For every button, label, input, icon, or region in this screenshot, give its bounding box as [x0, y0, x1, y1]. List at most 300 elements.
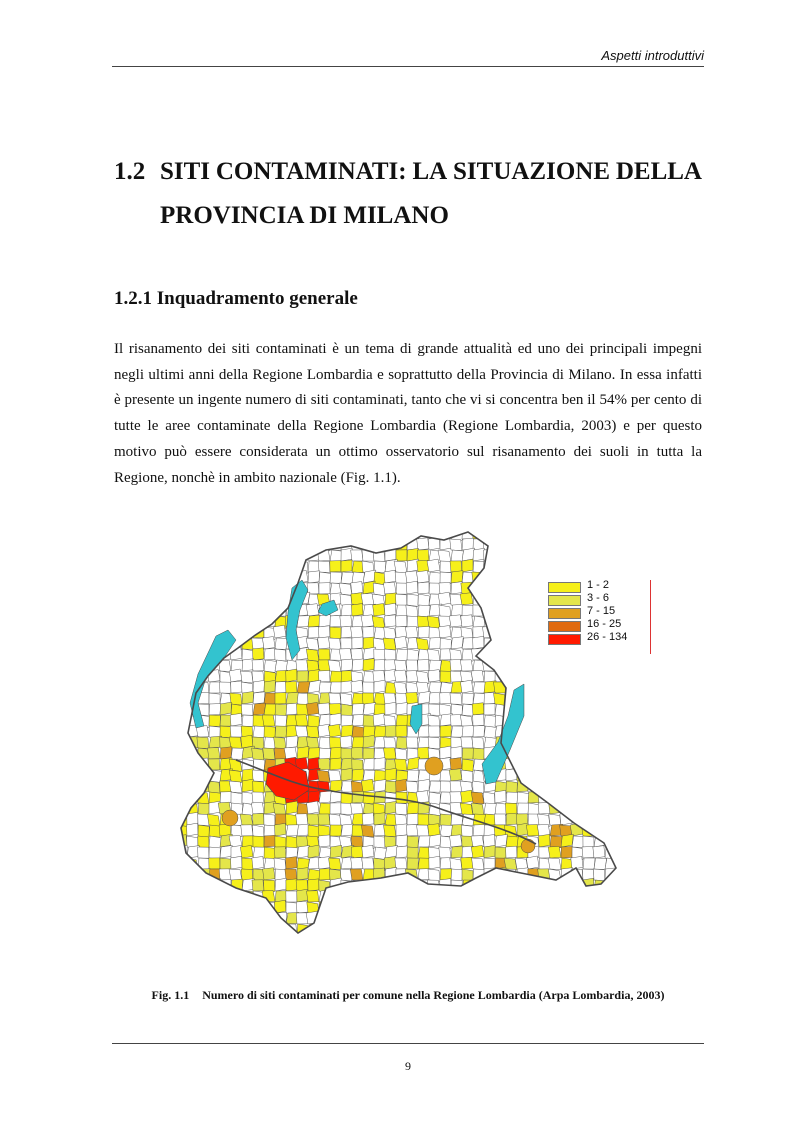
municipality-cell — [352, 704, 364, 715]
municipality-cell — [220, 858, 231, 870]
municipality-cell — [176, 626, 189, 638]
municipality-cell — [207, 748, 220, 759]
municipality-cell — [627, 550, 638, 561]
municipality-cell — [517, 561, 528, 573]
municipality-cell — [407, 548, 418, 561]
municipality-cell — [240, 814, 253, 826]
municipality-cell — [482, 604, 495, 616]
municipality-cell — [253, 869, 264, 881]
municipality-cell — [384, 856, 396, 869]
municipality-cell — [176, 946, 187, 954]
municipality-cell — [560, 737, 572, 749]
municipality-cell — [559, 660, 572, 671]
municipality-cell — [440, 825, 453, 837]
municipality-cell — [473, 913, 484, 926]
municipality-cell — [593, 803, 605, 816]
municipality-cell — [572, 759, 584, 771]
municipality-cell — [451, 902, 464, 914]
municipality-cell — [384, 615, 396, 627]
municipality-cell — [649, 704, 654, 716]
municipality-cell — [198, 814, 209, 826]
municipality-cell — [242, 593, 254, 605]
municipality-cell — [187, 528, 198, 539]
municipality-cell — [329, 924, 341, 937]
municipality-cell — [539, 758, 552, 770]
municipality-cell — [263, 935, 275, 948]
municipality-cell — [229, 737, 242, 748]
municipality-cell — [429, 682, 441, 693]
municipality-cell — [330, 935, 342, 948]
municipality-cell — [394, 636, 407, 649]
municipality-cell — [341, 681, 352, 693]
municipality-cell — [616, 858, 627, 869]
legend-swatch — [548, 621, 581, 632]
municipality-cell — [363, 913, 376, 925]
municipality-cell — [308, 571, 320, 583]
municipality-cell — [231, 902, 243, 914]
municipality-cell — [561, 924, 574, 935]
municipality-cell — [483, 792, 495, 805]
municipality-cell — [286, 935, 297, 947]
municipality-cell — [220, 792, 232, 803]
municipality-cell — [264, 660, 276, 672]
municipality-cell — [253, 692, 265, 704]
municipality-cell — [616, 924, 629, 936]
municipality-cell — [548, 858, 561, 870]
municipality-cell — [649, 714, 654, 726]
municipality-cell — [560, 935, 572, 946]
municipality-cell — [560, 791, 572, 803]
municipality-cell — [460, 680, 473, 693]
municipality-cell — [440, 561, 451, 572]
municipality-cell — [229, 869, 242, 881]
municipality-cell — [416, 638, 429, 651]
municipality-cell — [319, 913, 330, 925]
municipality-cell — [582, 550, 594, 562]
municipality-cell — [438, 592, 451, 605]
municipality-cell — [616, 703, 629, 715]
municipality-cell — [317, 770, 330, 783]
municipality-cell — [517, 935, 530, 946]
municipality-cell — [550, 682, 561, 694]
municipality-cell — [462, 913, 474, 924]
body-paragraph: Il risanamento dei siti contaminati è un tema di grande attualità ed uno dei principali impegni negli ultimi anni della Regione Lombardia e soprattutto della Provincia di Milano. In essa infatti è presente un ingente numero di siti contaminati, tanto che vi si concentra ben il 54% per cento di tutte le aree contaminate della Regione Lombardia (Regione Lombardia, 2003) e per questo motivo può essere considerata un ottimo osservatorio sul risanamento dei suoli in tutta la Regione, nonchè in ambito nazionale (Fig. 1.1). — [114, 341, 702, 486]
municipality-cell — [648, 879, 654, 891]
municipality-cell — [528, 560, 541, 572]
municipality-cell — [253, 945, 265, 954]
municipality-cell — [385, 768, 396, 781]
municipality-cell — [253, 680, 264, 693]
municipality-cell — [329, 858, 341, 870]
municipality-cell — [638, 660, 649, 672]
municipality-cell — [176, 603, 187, 616]
municipality-cell — [275, 715, 287, 727]
municipality-cell — [385, 912, 397, 924]
municipality-cell — [616, 935, 627, 946]
municipality-cell — [462, 935, 474, 947]
municipality-cell — [549, 693, 561, 704]
municipality-cell — [208, 550, 220, 562]
municipality-cell — [592, 528, 605, 539]
municipality-cell — [407, 770, 419, 781]
municipality-cell — [561, 528, 573, 540]
municipality-cell — [506, 934, 517, 946]
municipality-cell — [263, 605, 275, 618]
municipality-cell — [341, 946, 352, 954]
municipality-cell — [449, 769, 462, 781]
municipality-cell — [473, 946, 484, 954]
municipality-cell — [528, 693, 540, 704]
municipality-cell — [297, 671, 308, 682]
municipality-cell — [627, 857, 639, 869]
municipality-cell — [583, 713, 594, 726]
municipality-cell — [549, 924, 561, 935]
municipality-cell — [252, 813, 264, 825]
municipality-cell — [428, 726, 440, 737]
municipality-cell — [229, 669, 242, 682]
municipality-cell — [198, 935, 210, 947]
municipality-cell — [220, 891, 231, 904]
municipality-cell — [572, 713, 585, 726]
municipality-cell — [264, 726, 275, 738]
municipality-cell — [416, 671, 429, 684]
municipality-cell — [471, 670, 484, 682]
municipality-cell — [341, 528, 352, 539]
municipality-cell — [439, 847, 451, 858]
figure-caption-text: Numero di siti contaminati per comune nella Regione Lombardia (Arpa Lombardia, 2003) — [202, 988, 665, 1002]
municipality-cell — [363, 539, 375, 550]
municipality-cell — [495, 572, 506, 583]
municipality-cell — [308, 757, 319, 770]
municipality-cell — [517, 803, 529, 814]
municipality-cell — [560, 561, 572, 574]
municipality-cell — [264, 528, 275, 541]
municipality-cell — [198, 539, 210, 550]
municipality-cell — [362, 858, 374, 869]
municipality-cell — [197, 605, 209, 616]
municipality-cell — [561, 846, 572, 858]
municipality-cell — [418, 582, 429, 594]
municipality-cell — [517, 737, 529, 748]
municipality-cell — [396, 846, 408, 858]
municipality-cell — [351, 680, 363, 693]
municipality-cell — [605, 923, 616, 935]
municipality-cell — [330, 845, 342, 858]
municipality-cell — [198, 638, 211, 649]
municipality-cell — [517, 614, 529, 627]
municipality-cell — [351, 550, 363, 561]
municipality-cell — [451, 846, 463, 858]
municipality-cell — [385, 845, 398, 858]
municipality-cell — [241, 671, 253, 683]
municipality-cell — [308, 715, 319, 728]
municipality-cell — [506, 638, 518, 651]
municipality-cell — [616, 693, 629, 704]
municipality-cell — [351, 581, 363, 594]
municipality-cell — [582, 803, 594, 815]
municipality-cell — [242, 550, 253, 562]
municipality-cell — [185, 935, 198, 946]
municipality-cell — [286, 539, 299, 551]
municipality-cell — [351, 604, 363, 616]
municipality-cell — [561, 834, 573, 847]
municipality-cell — [241, 735, 253, 748]
municipality-cell — [615, 880, 627, 892]
municipality-cell — [638, 901, 649, 913]
municipality-cell — [649, 559, 654, 572]
municipality-cell — [363, 637, 375, 649]
municipality-cell — [253, 703, 266, 715]
municipality-cell — [604, 539, 616, 551]
municipality-cell — [649, 792, 654, 803]
municipality-cell — [286, 801, 297, 814]
municipality-cell — [616, 669, 628, 682]
municipality-cell — [407, 813, 418, 825]
municipality-cell — [427, 559, 440, 572]
municipality-cell — [560, 770, 572, 782]
municipality-cell — [362, 693, 374, 704]
municipality-cell — [363, 880, 375, 891]
municipality-cell — [275, 550, 286, 563]
footer-rule — [112, 1043, 704, 1044]
municipality-cell — [625, 781, 638, 792]
municipality-cell — [616, 847, 627, 858]
municipality-cell — [638, 681, 650, 693]
municipality-cell — [352, 769, 364, 781]
municipality-cell — [581, 934, 594, 946]
municipality-cell — [627, 735, 639, 748]
municipality-cell — [396, 725, 407, 737]
municipality-cell — [385, 900, 397, 913]
municipality-cell — [427, 649, 440, 662]
municipality-cell — [648, 781, 654, 792]
municipality-cell — [341, 824, 354, 836]
municipality-cell — [594, 781, 607, 794]
municipality-cell — [286, 857, 297, 869]
municipality-cell — [526, 913, 539, 925]
municipality-cell — [473, 561, 485, 573]
municipality-cell — [350, 869, 363, 880]
municipality-cell — [571, 901, 583, 913]
municipality-cell — [592, 946, 605, 954]
municipality-cell — [187, 539, 198, 550]
municipality-cell — [493, 659, 506, 671]
municipality-cell — [372, 528, 385, 539]
municipality-cell — [440, 814, 451, 826]
municipality-cell — [308, 879, 319, 891]
municipality-cell — [593, 813, 605, 825]
municipality-cell — [373, 583, 385, 596]
municipality-cell — [230, 946, 242, 954]
municipality-cell — [583, 901, 596, 913]
municipality-cell — [495, 594, 507, 606]
municipality-cell — [581, 924, 594, 935]
municipality-cell — [473, 636, 484, 649]
municipality-cell — [505, 614, 517, 627]
municipality-cell — [649, 737, 654, 750]
municipality-cell — [231, 583, 243, 595]
municipality-cell — [274, 649, 286, 661]
municipality-cell — [637, 792, 649, 803]
municipality-cell — [471, 803, 484, 815]
municipality-cell — [528, 704, 541, 715]
municipality-cell — [638, 823, 651, 836]
municipality-cell — [231, 561, 242, 572]
municipality-cell — [208, 539, 220, 552]
municipality-cell — [506, 846, 517, 858]
municipality-cell — [352, 637, 363, 649]
municipality-cell — [594, 889, 606, 902]
municipality-cell — [506, 946, 518, 954]
municipality-cell — [615, 769, 627, 781]
municipality-cell — [176, 572, 187, 583]
municipality-cell — [176, 539, 187, 550]
municipality-cell — [637, 737, 649, 750]
municipality-cell — [594, 660, 606, 672]
municipality-cell — [528, 614, 540, 627]
municipality-cell — [242, 616, 253, 627]
municipality-cell — [462, 726, 474, 737]
municipality-cell — [583, 946, 594, 954]
municipality-cell — [407, 616, 418, 628]
municipality-cell — [450, 758, 462, 770]
municipality-cell — [616, 814, 627, 827]
municipality-cell — [186, 649, 198, 661]
legend-label: 1 - 2 — [587, 579, 610, 591]
municipality-cell — [275, 528, 286, 539]
municipality-cell — [352, 902, 363, 915]
municipality-cell — [306, 891, 319, 902]
municipality-cell — [229, 571, 242, 583]
municipality-cell — [473, 924, 486, 935]
municipality-cell — [264, 693, 277, 704]
municipality-cell — [252, 660, 264, 671]
municipality-cell — [341, 803, 352, 815]
municipality-cell — [539, 902, 550, 913]
municipality-cell — [439, 625, 451, 638]
municipality-cell — [515, 923, 528, 935]
municipality-cell — [231, 924, 244, 936]
municipality-cell — [384, 603, 396, 616]
municipality-cell — [439, 891, 451, 903]
legend-divider — [650, 580, 651, 654]
municipality-cell — [539, 781, 550, 794]
municipality-cell — [396, 879, 408, 891]
municipality-cell — [185, 582, 198, 594]
municipality-cell — [605, 528, 617, 539]
municipality-cell — [395, 528, 407, 539]
municipality-cell — [251, 539, 264, 550]
municipality-cell — [550, 725, 562, 737]
municipality-cell — [329, 693, 341, 704]
municipality-cell — [528, 890, 540, 902]
municipality-cell — [297, 933, 309, 946]
municipality-cell — [605, 759, 617, 771]
municipality-cell — [571, 671, 583, 683]
municipality-cell — [582, 846, 594, 858]
municipality-cell — [649, 891, 654, 904]
municipality-cell — [461, 902, 473, 915]
municipality-cell — [528, 736, 539, 748]
municipality-cell — [218, 572, 231, 584]
municipality-cell — [625, 825, 638, 838]
municipality-cell — [264, 539, 275, 550]
municipality-cell — [594, 825, 606, 837]
municipality-cell — [594, 900, 605, 913]
municipality-cell — [528, 583, 540, 596]
municipality-cell — [362, 845, 374, 858]
municipality-cell — [594, 737, 606, 750]
municipality-cell — [440, 869, 452, 880]
municipality-cell — [528, 659, 541, 671]
municipality-cell — [274, 945, 286, 954]
municipality-cell — [538, 528, 550, 540]
municipality-cell — [253, 583, 265, 594]
municipality-cell — [363, 758, 375, 770]
municipality-cell — [372, 616, 385, 629]
municipality-cell — [187, 550, 200, 561]
municipality-cell — [484, 878, 497, 891]
municipality-cell — [537, 737, 550, 750]
municipality-cell — [429, 692, 441, 704]
municipality-cell — [527, 923, 539, 935]
municipality-cell — [483, 834, 495, 847]
municipality-cell — [319, 835, 330, 847]
municipality-cell — [417, 550, 429, 561]
municipality-cell — [614, 528, 627, 539]
municipality-cell — [263, 583, 275, 595]
municipality-cell — [571, 548, 583, 561]
municipality-cell — [319, 803, 332, 815]
municipality-cell — [539, 891, 551, 904]
municipality-cell — [198, 847, 209, 858]
municipality-cell — [495, 790, 506, 803]
municipality-cell — [241, 825, 253, 836]
municipality-cell — [649, 946, 654, 954]
municipality-cell — [220, 549, 231, 561]
municipality-cell — [473, 714, 484, 726]
municipality-cell — [330, 671, 343, 683]
municipality-cell — [374, 780, 386, 792]
municipality-cell — [286, 571, 297, 583]
municipality-cell — [418, 779, 429, 792]
municipality-cell — [253, 604, 265, 616]
municipality-cell — [208, 528, 220, 540]
municipality-cell — [220, 538, 232, 550]
municipality-cell — [385, 528, 397, 540]
municipality-cell — [495, 549, 506, 561]
municipality-cell — [220, 702, 232, 715]
municipality-cell — [352, 714, 365, 726]
municipality-cell — [495, 890, 507, 902]
municipality-cell — [328, 724, 341, 737]
municipality-cell — [527, 902, 539, 913]
municipality-cell — [627, 539, 639, 550]
municipality-cell — [649, 823, 654, 836]
municipality-cell — [251, 572, 264, 583]
municipality-cell — [176, 769, 187, 781]
municipality-cell — [593, 560, 605, 572]
municipality-cell — [637, 857, 649, 869]
municipality-cell — [264, 814, 275, 826]
municipality-cell — [429, 901, 440, 913]
municipality-cell — [374, 902, 386, 913]
municipality-cell — [638, 911, 650, 924]
municipality-cell — [429, 834, 441, 847]
municipality-cell — [605, 781, 616, 793]
municipality-cell — [220, 715, 232, 726]
municipality-cell — [176, 880, 187, 893]
